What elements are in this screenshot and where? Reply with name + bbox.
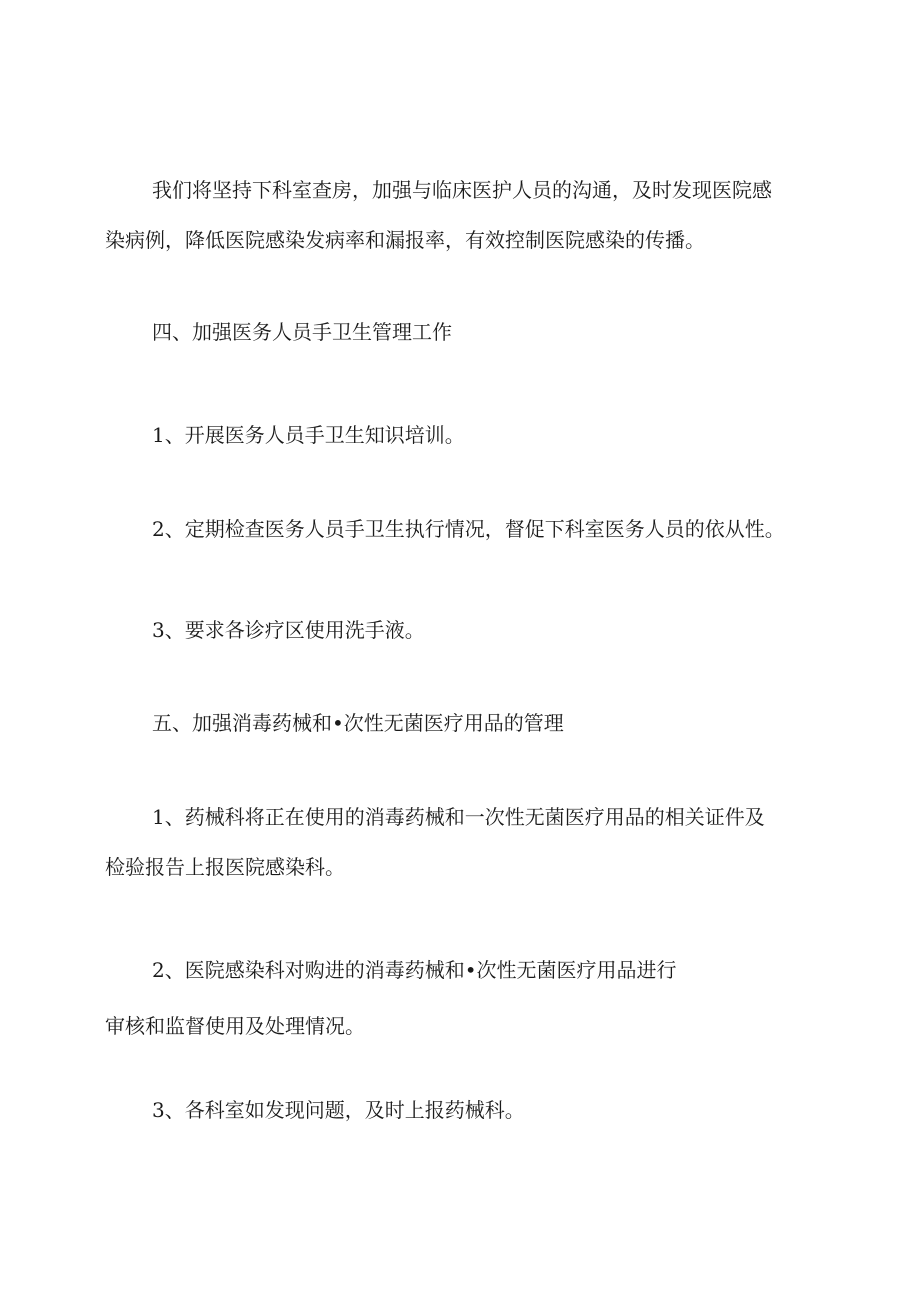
paragraph-inspection-line-2: 染病例，降低医院感染发病率和漏报率，有效控制医院感染的传播。 <box>105 228 705 252</box>
section-heading-disinfection: 五、加强消毒药械和•次性无菌医疗用品的管理 <box>152 711 564 735</box>
list-item-disinfection-1-line-1: 1、药械科将正在使用的消毒药械和一次性无菌医疗用品的相关证件及 <box>152 805 765 829</box>
list-item-hand-hygiene-1: 1、开展医务人员手卫生知识培训。 <box>152 423 465 447</box>
section-heading-hand-hygiene: 四、加强医务人员手卫生管理工作 <box>152 320 452 344</box>
list-item-disinfection-1-line-2: 检验报告上报医院感染科。 <box>105 855 345 879</box>
list-item-disinfection-2-line-1: 2、医院感染科对购进的消毒药械和•次性无菌医疗用品进行 <box>152 958 677 982</box>
list-item-hand-hygiene-3: 3、要求各诊疗区使用洗手液。 <box>152 618 425 642</box>
list-item-hand-hygiene-2: 2、定期检查医务人员手卫生执行情况，督促下科室医务人员的依从性。 <box>152 517 785 541</box>
list-item-disinfection-2-line-2: 审核和监督使用及处理情况。 <box>105 1014 365 1038</box>
paragraph-inspection-line-1: 我们将坚持下科室查房，加强与临床医护人员的沟通，及时发现医院感 <box>152 178 772 202</box>
list-item-disinfection-3: 3、各科室如发现问题，及时上报药械科。 <box>152 1098 525 1122</box>
